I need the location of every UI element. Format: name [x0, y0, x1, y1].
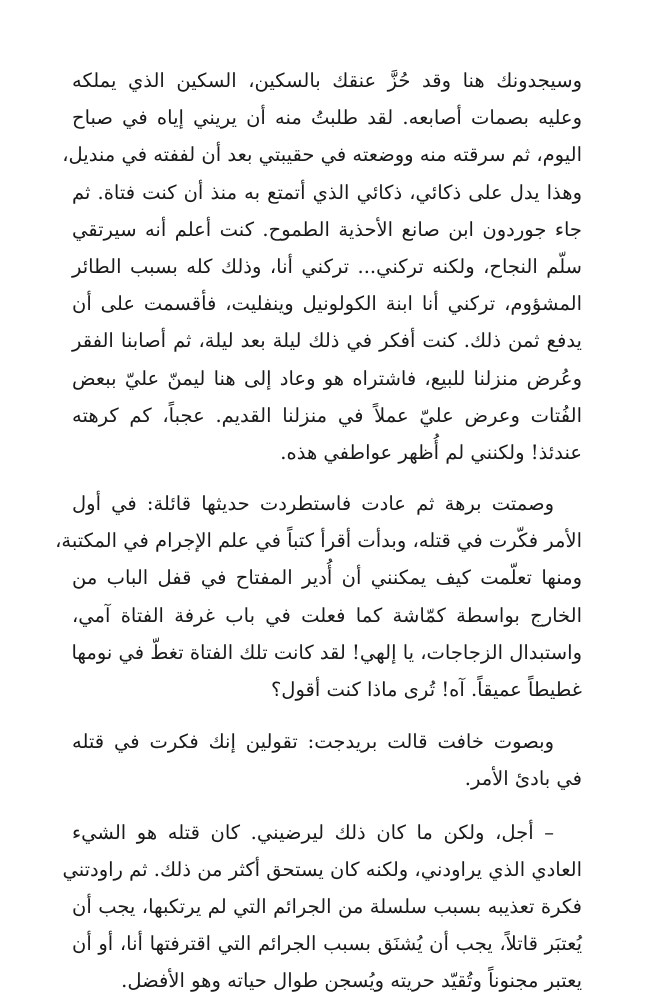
- text-line: اليوم، ثم سرقته منه ووضعته في حقيبتي بعد أن لففته في منديل،: [62, 143, 582, 167]
- text-line: ومنها تعلّمت كيف يمكنني أن أُدير المفتاح في قفل الباب من: [72, 566, 582, 590]
- text-line: يُعتبَر قاتلاً، يجب أن يُشنَق بسبب الجرائم التي اقترفتها أنا، أو أن: [72, 932, 582, 956]
- text-line: الفُتات وعرض عليّ عملاً في منزلنا القديم. عجباً، كم كرهته: [72, 403, 582, 427]
- text-line: جاء جوردون ابن صانع الأحذية الطموح. كنت أعلم أنه سيرتقي: [72, 217, 582, 241]
- book-page: [55, 62, 582, 1000]
- text-line: الخارج بواسطة كمّاشة كما فعلت في باب غرفة الفتاة آمي،: [72, 603, 582, 627]
- paragraph-spacer: [72, 708, 582, 723]
- text-line: يعتبر مجنوناً وتُقيّد حريته ويُسجن طوال حياته وهو الأفضل.: [121, 969, 582, 993]
- text-line: وصمتت برهة ثم عادت فاستطردت حديثها قائلة: في أول: [72, 492, 554, 516]
- text-line: وهذا يدل على ذكائي، ذكائي الذي أتمتع به منذ أن كنت فتاة. ثم: [72, 180, 582, 204]
- text-line: سلّم النجاح، ولكنه تركني... تركني أنا، وذلك كله بسبب الطائر: [72, 254, 582, 278]
- paragraph-spacer: [72, 798, 582, 814]
- text-line: المشؤوم، تركني أنا ابنة الكولونيل وينفليت، فأقسمت على أن: [72, 292, 582, 316]
- text-line: غطيطاً عميقاً. آه! تُرى ماذا كنت أقول؟: [270, 678, 582, 701]
- text-line: وعليه بصمات أصابعه. لقد طلبتُ منه أن يريني إياه في صباح: [72, 106, 582, 130]
- paragraph-4: [62, 814, 582, 1000]
- text-line: الأمر فكّرت في قتله، وبدأت أقرأ كتباً في علم الإجرام في المكتبة،: [55, 529, 582, 553]
- paragraph-2: [55, 485, 582, 708]
- text-line: – أجل، ولكن ما كان ذلك ليرضيني. كان قتله هو الشيء: [72, 820, 554, 844]
- paragraph-spacer: [72, 471, 582, 485]
- text-line: فكرة تعذيبه بسبب سلسلة من الجرائم التي لم يرتكبها، يجب أن: [72, 894, 582, 918]
- text-line: وبصوت خافت قالت بريدجت: تقولين إنك فكرت في قتله: [72, 730, 554, 754]
- text-line: في بادئ الأمر.: [464, 767, 582, 791]
- text-line: وسيجدونك هنا وقد حُزَّ عنقك بالسكين، السكين الذي يملكه: [72, 69, 582, 92]
- paragraph-1: [62, 62, 582, 471]
- paragraph-3: [72, 723, 582, 797]
- text-line: العادي الذي يراودني، ولكنه كان يستحق أكثر من ذلك. ثم راودتني: [62, 857, 582, 881]
- text-line: وعُرض منزلنا للبيع، فاشتراه هو وعاد إلى هنا ليمنّ عليّ ببعض: [72, 366, 582, 390]
- text-line: عندئذ! ولكنني لم أُظهر عواطفي هذه.: [280, 440, 582, 464]
- text-line: يدفع ثمن ذلك. كنت أفكر في ذلك ليلة بعد ليلة، ثم أصابنا الفقر: [72, 329, 582, 353]
- text-line: واستبدال الزجاجات، يا إلهي! لقد كانت تلك الفتاة تغطّ في نومها: [71, 640, 582, 664]
